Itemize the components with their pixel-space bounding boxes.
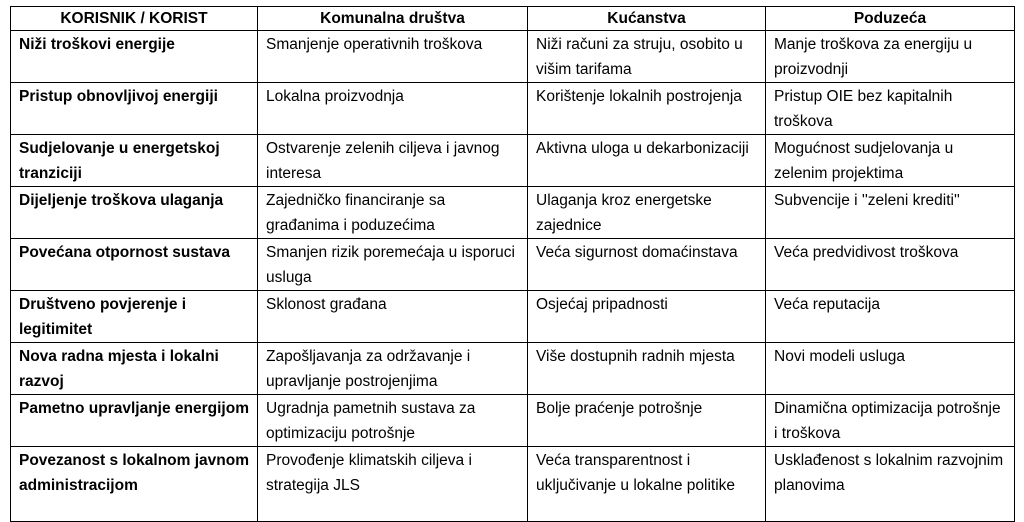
header-cell: KORISNIK / KORIST xyxy=(11,7,258,31)
benefit-cell: Dijeljenje troškova ulaganja xyxy=(11,187,258,239)
benefit-cell: Pristup obnovljivoj energiji xyxy=(11,83,258,135)
table-cell: Aktivna uloga u dekarbonizaciji xyxy=(528,135,766,187)
table-cell: Veća predvidivost troškova xyxy=(766,239,1015,291)
table-row xyxy=(11,395,1015,447)
table-cell: Pristup OIE bez kapitalnih troškova xyxy=(766,83,1015,135)
table-row xyxy=(11,447,1015,522)
table-cell: Veća sigurnost domaćinstava xyxy=(528,239,766,291)
table-cell: Više dostupnih radnih mjesta xyxy=(528,343,766,395)
table-row xyxy=(11,187,1015,239)
header-cell: Komunalna društva xyxy=(258,7,528,31)
table-cell: Ugradnja pametnih sustava za optimizaciju potrošnje xyxy=(258,395,528,447)
table-cell: Lokalna proizvodnja xyxy=(258,83,528,135)
benefit-cell: Pametno upravljanje energijom xyxy=(11,395,258,447)
benefits-table xyxy=(10,6,1015,522)
table-cell: Bolje praćenje potrošnje xyxy=(528,395,766,447)
table-cell: Provođenje klimatskih ciljeva i strategija JLS xyxy=(258,447,528,522)
table-row xyxy=(11,239,1015,291)
benefit-cell: Povećana otpornost sustava xyxy=(11,239,258,291)
table-row xyxy=(11,135,1015,187)
table-cell: Dinamična optimizacija potrošnje i troškova xyxy=(766,395,1015,447)
table-cell: Smanjen rizik poremećaja u isporuci usluga xyxy=(258,239,528,291)
header-cell: Kućanstva xyxy=(528,7,766,31)
table-cell: Usklađenost s lokalnim razvojnim planovima xyxy=(766,447,1015,522)
table-row xyxy=(11,31,1015,83)
table-cell: Zajedničko financiranje sa građanima i poduzećima xyxy=(258,187,528,239)
table-cell: Subvencije i ''zeleni krediti'' xyxy=(766,187,1015,239)
table-cell: Osjećaj pripadnosti xyxy=(528,291,766,343)
benefit-cell: Nova radna mjesta i lokalni razvoj xyxy=(11,343,258,395)
table-cell: Mogućnost sudjelovanja u zelenim projektima xyxy=(766,135,1015,187)
benefit-cell: Društveno povjerenje i legitimitet xyxy=(11,291,258,343)
table-cell: Zapošljavanja za održavanje i upravljanje postrojenjima xyxy=(258,343,528,395)
table-cell: Ostvarenje zelenih ciljeva i javnog interesa xyxy=(258,135,528,187)
benefit-cell: Povezanost s lokalnom javnom administracijom xyxy=(11,447,258,522)
header-row xyxy=(11,7,1015,31)
table-cell: Veća transparentnost i uključivanje u lokalne politike xyxy=(528,447,766,522)
table-row xyxy=(11,343,1015,395)
table-cell: Veća reputacija xyxy=(766,291,1015,343)
benefit-cell: Niži troškovi energije xyxy=(11,31,258,83)
table-cell: Korištenje lokalnih postrojenja xyxy=(528,83,766,135)
table-cell: Smanjenje operativnih troškova xyxy=(258,31,528,83)
benefit-cell: Sudjelovanje u energetskoj tranziciji xyxy=(11,135,258,187)
table-row xyxy=(11,291,1015,343)
table-cell: Manje troškova za energiju u proizvodnji xyxy=(766,31,1015,83)
table-cell: Sklonost građana xyxy=(258,291,528,343)
header-cell: Poduzeća xyxy=(766,7,1015,31)
table-cell: Ulaganja kroz energetske zajednice xyxy=(528,187,766,239)
table-cell: Novi modeli usluga xyxy=(766,343,1015,395)
table-row xyxy=(11,83,1015,135)
table-cell: Niži računi za struju, osobito u višim tarifama xyxy=(528,31,766,83)
